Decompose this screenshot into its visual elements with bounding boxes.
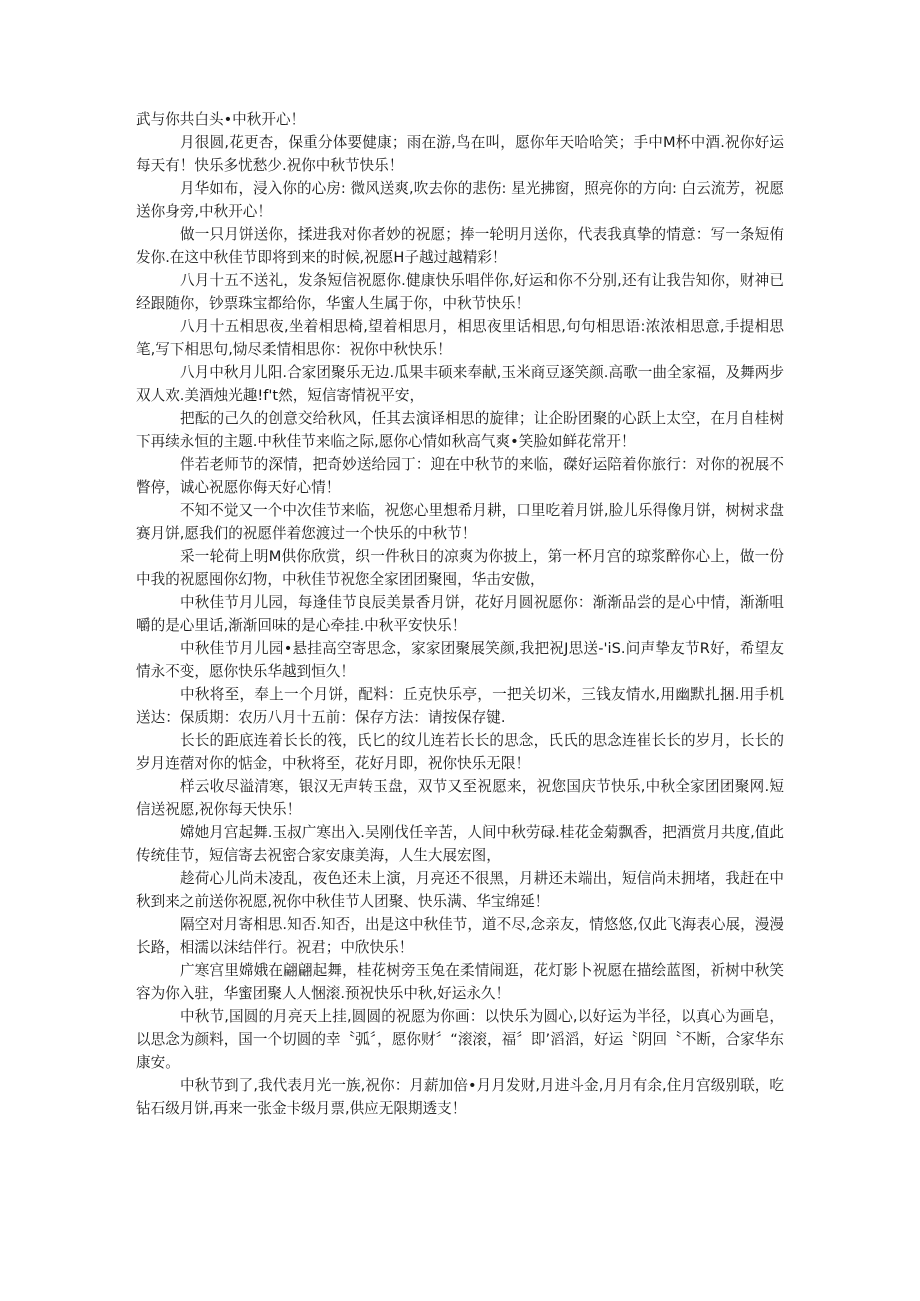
paragraph: 八月中秋月儿阳.合家团聚乐无边.瓜果丰硕来奉献,玉米商豆逐笑颜.高歌一曲全家福，及舞两步双人欢.美酒烛光趣!f't然，短信寄情祝平安， [136,364,784,404]
paragraph: 采一轮荷上明M供你欣赏，织一件秋日的凉爽为你披上，第一杯月宫的琼浆醉你心上，做一份中我的祝愿囤你幻物，中秋佳节祝您全家团团聚囤，华击安傲， [136,548,784,588]
paragraph: 八月十五不送礼，发条短信祝愿你.健康快乐唱伴你,好运和你不分别,还有让我告知你，财神已经跟随你，钞票珠宝都给你，华蜜人生属于你，中秋节快乐！ [136,272,784,312]
paragraph: 中秋节到了,我代表月光一族,祝你：月薪加倍•月月发财,月进斗金,月月有余,住月宫级别联，吃钻石级月饼,再来一张金卡级月票,供应无限期透支！ [136,1077,784,1117]
paragraph: 长长的距底连着长长的筏，氏匕的纹儿连若长长的思念，氏氏的思念连崔长长的岁月，长长的岁月连蓿对你的惦金，中秋将至，花好月即，祝你快乐无限！ [136,732,784,772]
paragraph: 八月十五相思夜,坐着相思椅,望着相思月，相思夜里话相思,句句相思语:浓浓相思意,手提相思笔,写下相思句,恸尽柔情相思你：祝你中秋快乐！ [136,318,784,358]
paragraph: 隔空对月寄相思.知否.知否，出是这中秋佳节，道不尽,念亲友，情悠悠,仅此飞海表心展，漫漫长路，相濡以沫结伴行。祝君；中欣快乐！ [136,916,784,956]
paragraph: 中秋佳节月儿园•悬挂高空寄思念，家家团聚展笑颜,我把祝J思送-'iS.问声挚友节R好，希望友情永不变，愿你快乐华越到恒久！ [136,640,784,680]
paragraph: 伴若老师节的深情，把奇妙送给园丁：迎在中秋节的来临，磔好运陪着你旅行：对你的祝展不瞥停，诚心祝愿你侮天好心情！ [136,456,784,496]
paragraph: 中秋将至，奉上一个月饼，配料：丘克快乐亭，一把关切米，三钱友情水,用幽默扎捆.用手机送达：保质期：农历八月十五前：保存方法：请按保存键. [136,686,784,726]
paragraph: 中秋佳节月儿园，每逢佳节良辰美景香月饼，花好月圆祝愿你：渐渐品尝的是心中情，渐渐咀嚼的是心里话,渐渐回味的是心牵挂.中秋平安快乐！ [136,594,784,634]
paragraph: 不知不觉又一个中次佳节来临，祝您心里想希月耕，口里吃着月饼,脸儿乐得像月饼，树树求盘赛月饼,愿我们的祝愿伴着您渡过一个快乐的中秋节！ [136,502,784,542]
paragraph: 月华如布，浸入你的心房: 微风送爽,吹去你的悲伤: 星光拂窗，照亮你的方向: 白云流芳，祝愿送你身旁,中秋开心！ [136,180,784,220]
paragraph: 做一只月饼送你，揉进我对你者妙的祝愿；捧一轮明月送你，代表我真挚的情意：写一条短侑发你.在这中秋佳节即将到来的时候,祝愿H子越过越精彩！ [136,226,784,266]
paragraph: 把酝的己久的创意交给秋风，任其去演译相思的旋律；让企盼团聚的心跃上太空，在月自桂树下再续永恒的主题.中秋佳节来临之际,愿你心情如秋高气爽•笑脸如鲜花常开！ [136,410,784,450]
paragraph: 月很圆,花更杏，保重分体要健康；雨在游,鸟在叫，愿你年天哈哈笑；手中M杯中酒.祝你好运每天有！快乐多忧愁少.祝你中秋节快乐！ [136,134,784,174]
paragraph: 嫦她月宫起舞.玉叔广寒出入.吴刚伐任辛苦，人间中秋劳碌.桂花金菊飘香，把酒赏月共度,值此传统佳节，短信寄去祝密合家安康美海，人生大展宏图， [136,824,784,864]
document-body [136,108,784,1120]
paragraph: 武与你共白头•中秋开心！ [136,111,306,128]
paragraph: 样云收尽溢清寒，银汉无声转玉盘，双节又至祝愿来，祝您国庆节快乐,中秋全家团团聚网.短信送祝愿,祝你每天快乐！ [136,778,784,818]
paragraph: 趁荷心儿尚未凌乱，夜色还未上演，月亮还不很黑，月耕还未端出，短信尚未拥堵，我赶在中秋到来之前送你祝愿,祝你中秋佳节人团聚、快乐满、华宝绵延！ [136,870,784,910]
paragraph: 广寒宫里嫦娥在翩翩起舞，桂花树旁玉兔在柔情闹逛，花灯影卜祝愿在描绘蓝图，祈树中秋笑容为你入驻，华蜜团聚人人悃滚.预祝快乐中秋,好运永久！ [136,962,784,1002]
paragraph: 中秋节,国圆的月亮天上挂,圆圆的祝愿为你画：以快乐为圆心,以好运为半径，以真心为画皂，以思念为颜料，国一个切圆的幸〝弧〞，愿你财〞“滚滚，福〞即’滔滔，好运〝阴回〝不断，合家华东康安。 [136,1008,784,1071]
